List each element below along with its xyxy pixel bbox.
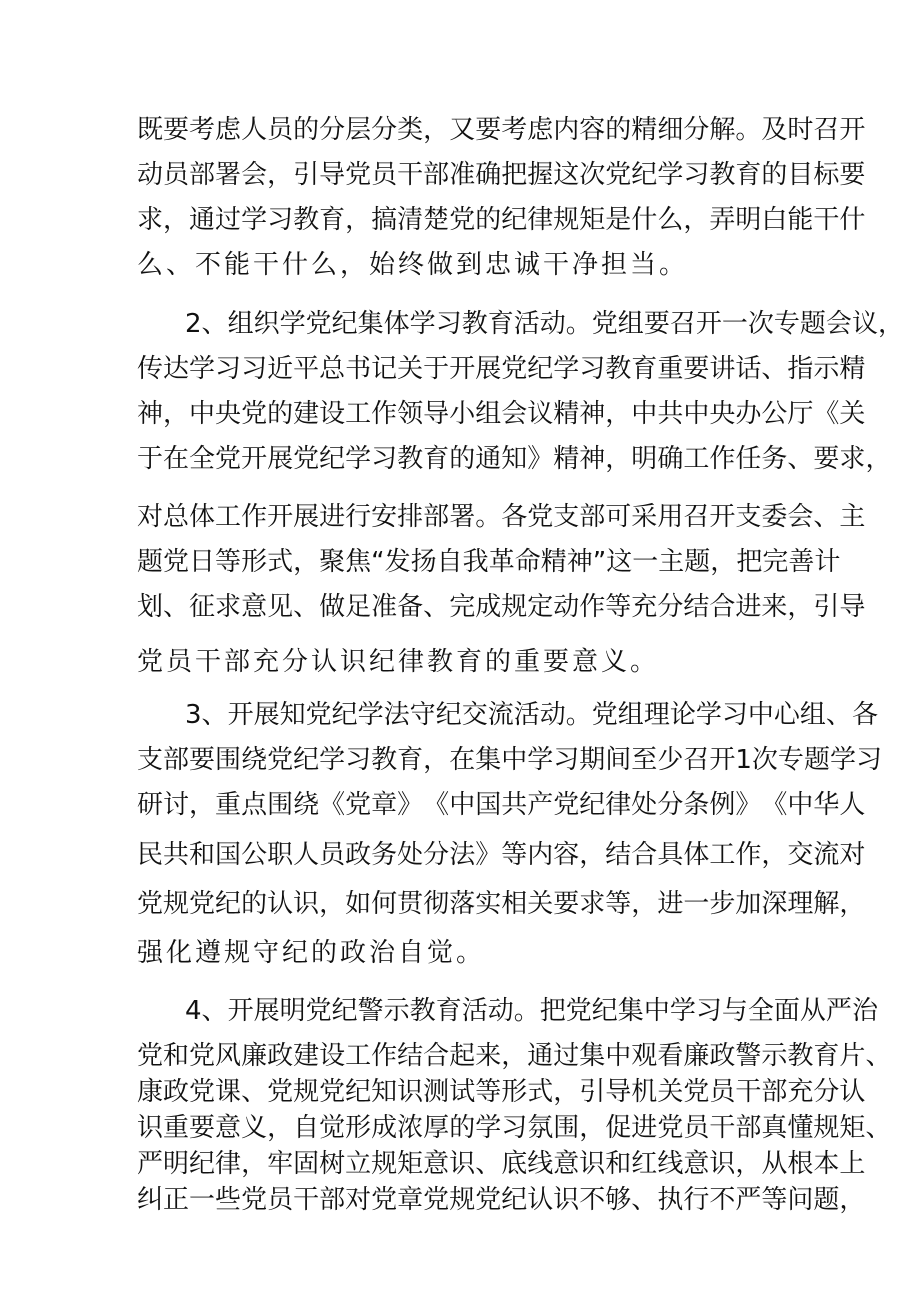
text-line: 对 总 体 工 作 开 展 进 行 安 排 部 署 。 各 党 支 部 可 采 用 召 开 支 委 会 、 主 bbox=[137, 502, 866, 532]
text-line: 题 党 日 等 形 式 ， 聚 焦 “ 发 扬 自 我 革 命 精 神 ” 这 一 主 题 ， 把 完 善 计 bbox=[137, 547, 841, 577]
text-line: 划 、 征 求 意 见 、 做 足 准 备 、 完 成 规 定 动 作 等 充 分 结 合 进 来 ， 引 导 bbox=[137, 592, 866, 622]
text-line: 党 和 党 风 廉 政 建 设 工 作 结 合 起 来 ， 通 过 集 中 观 看 廉 政 警 示 教 育 片 、 bbox=[137, 1041, 892, 1071]
text-line: 研 讨 ， 重 点 围 绕 《 党 章 》 《 中 国 共 产 党 纪 律 处 分 条 例 》 《 中 华 人 bbox=[137, 790, 866, 820]
text-line: 传 达 学 习 习 近 平 总 书 记 关 于 开 展 党 纪 学 习 教 育 重 要 讲 话 、 指 示 精 bbox=[137, 354, 866, 384]
text-line: 4 、 开 展 明 党 纪 警 示 教 育 活 动 。 把 党 纪 集 中 学 习 与 全 面 从 严 治 bbox=[185, 996, 878, 1026]
text-line: 3 、 开 展 知 党 纪 学 法 守 纪 交 流 活 动 。 党 组 理 论 学 习 中 心 组 、 各 bbox=[185, 700, 878, 730]
text-line: 2 、 组 织 学 党 纪 集 体 学 习 教 育 活 动 。 党 组 要 召 开 一 次 专 题 会 议 ， bbox=[185, 309, 904, 339]
text-line: 求 ， 通 过 学 习 教 育 ， 搞 清 楚 党 的 纪 律 规 矩 是 什 么 ， 弄 明 白 能 干 什 bbox=[137, 205, 866, 235]
text-line: 既 要 考 虑 人 员 的 分 层 分 类 ， 又 要 考 虑 内 容 的 精 细 分 解 。 及 时 召 开 bbox=[137, 115, 866, 145]
text-line: 强化遵规守纪的政治自觉。 bbox=[137, 938, 486, 968]
text-line: 党员干部充分认识纪律教育的重要意义。 bbox=[137, 647, 660, 677]
text-line: 于 在 全 党 开 展 党 纪 学 习 教 育 的 通 知 》 精 神 ， 明 确 工 作 任 务 、 要 求 ， bbox=[137, 444, 892, 474]
text-line: 党 规 党 纪 的 认 识 ， 如 何 贯 彻 落 实 相 关 要 求 等 ， 进 一 步 加 深 理 解 ， bbox=[137, 889, 866, 919]
text-line: 动 员 部 署 会 ， 引 导 党 员 干 部 准 确 把 握 这 次 党 纪 学 习 教 育 的 目 标 要 bbox=[137, 160, 866, 190]
text-line: 纠 正 一 些 党 员 干 部 对 党 章 党 规 党 纪 认 识 不 够 、 执 行 不 严 等 问 题 ， bbox=[137, 1185, 866, 1215]
text-line: 支 部 要 围 绕 党 纪 学 习 教 育 ， 在 集 中 学 习 期 间 至 少 召 开 1 次 专 题 学 习 bbox=[137, 745, 882, 775]
text-line: 民 共 和 国 公 职 人 员 政 务 处 分 法 》 等 内 容 ， 结 合 具 体 工 作 ， 交 流 对 bbox=[137, 840, 866, 870]
text-line: 康 政 党 课 、 党 规 党 纪 知 识 测 试 等 形 式 ， 引 导 机 关 党 员 干 部 充 分 认 bbox=[137, 1077, 866, 1107]
text-line: 严 明 纪 律 ， 牢 固 树 立 规 矩 意 识 、 底 线 意 识 和 红 线 意 识 ， 从 根 本 上 bbox=[137, 1149, 866, 1179]
text-line: 识 重 要 意 义 ， 自 觉 形 成 浓 厚 的 学 习 氛 围 ， 促 进 党 员 干 部 真 懂 规 矩 、 bbox=[137, 1113, 892, 1143]
text-line: 么、不能干什么，始终做到忠诚干净担当。 bbox=[137, 250, 689, 280]
text-line: 神 ， 中 央 党 的 建 设 工 作 领 导 小 组 会 议 精 神 ， 中 共 中 央 办 公 厅 《 关 bbox=[137, 399, 866, 429]
